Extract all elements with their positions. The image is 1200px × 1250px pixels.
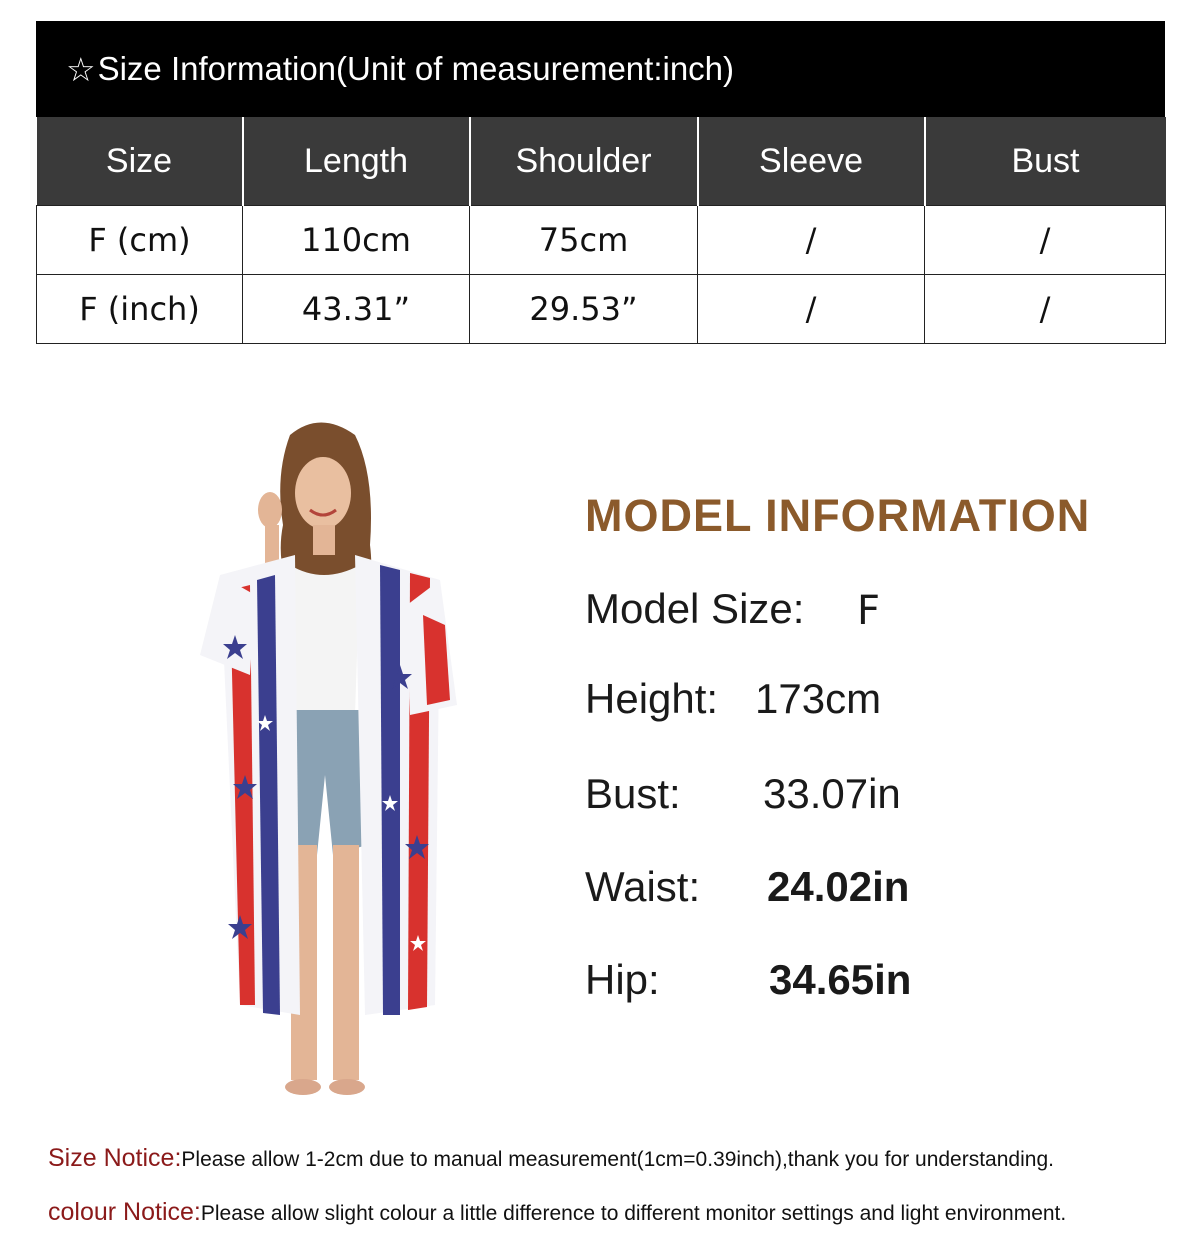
cell-sleeve: / — [698, 275, 925, 344]
cell-sleeve: / — [698, 206, 925, 275]
colour-notice-text: Please allow slight colour a little difference to different monitor settings and light environment. — [200, 1202, 1067, 1225]
colour-notice — [48, 1198, 1066, 1227]
height-label: Height: — [585, 675, 719, 722]
table-row — [37, 275, 1166, 344]
bust-value: 33.07in — [763, 770, 901, 817]
table-row — [37, 206, 1166, 275]
waist-label: Waist: — [585, 863, 701, 910]
model-info-title: MODEL INFORMATION — [585, 490, 1091, 541]
size-table — [36, 117, 1166, 344]
colour-notice-label: colour Notice: — [48, 1198, 201, 1226]
hip-row — [585, 956, 912, 1004]
cell-length: 110cm — [243, 206, 470, 275]
size-notice-label: Size Notice: — [48, 1144, 182, 1172]
model-photo — [195, 415, 460, 1100]
hip-value: 34.65in — [769, 956, 912, 1003]
model-size-row — [585, 585, 881, 634]
model-illustration — [195, 415, 460, 1100]
header-length: Length — [243, 117, 470, 206]
header-size: Size — [37, 117, 243, 206]
bust-row — [585, 770, 901, 818]
header-shoulder: Shoulder — [470, 117, 698, 206]
cell-bust: / — [925, 275, 1166, 344]
header-bust: Bust — [925, 117, 1166, 206]
model-size-value: F — [857, 588, 881, 634]
height-row — [585, 675, 882, 723]
size-information-table — [36, 21, 1165, 344]
model-information — [585, 490, 1145, 1003]
bust-label: Bust: — [585, 770, 681, 817]
star-outline-icon: ☆ — [66, 50, 96, 88]
header-sleeve: Sleeve — [698, 117, 925, 206]
cell-shoulder: 75cm — [470, 206, 698, 275]
cell-bust: / — [925, 206, 1166, 275]
model-size-label: Model Size: — [585, 585, 805, 632]
size-table-header-row — [37, 117, 1166, 206]
size-table-title-bar — [36, 21, 1165, 117]
cell-shoulder: 29.53” — [470, 275, 698, 344]
size-notice-text: Please allow 1-2cm due to manual measurement(1cm=0.39inch),thank you for understanding. — [181, 1148, 1054, 1171]
cell-size: F (inch) — [37, 275, 243, 344]
size-table-title: Size Information(Unit of measurement:inch) — [97, 50, 735, 87]
cell-size: F (cm) — [37, 206, 243, 275]
waist-value: 24.02in — [767, 863, 910, 910]
size-notice — [48, 1144, 1054, 1173]
height-value: 173cm — [755, 675, 882, 722]
cell-length: 43.31” — [243, 275, 470, 344]
waist-row — [585, 863, 910, 911]
hip-label: Hip: — [585, 956, 660, 1003]
